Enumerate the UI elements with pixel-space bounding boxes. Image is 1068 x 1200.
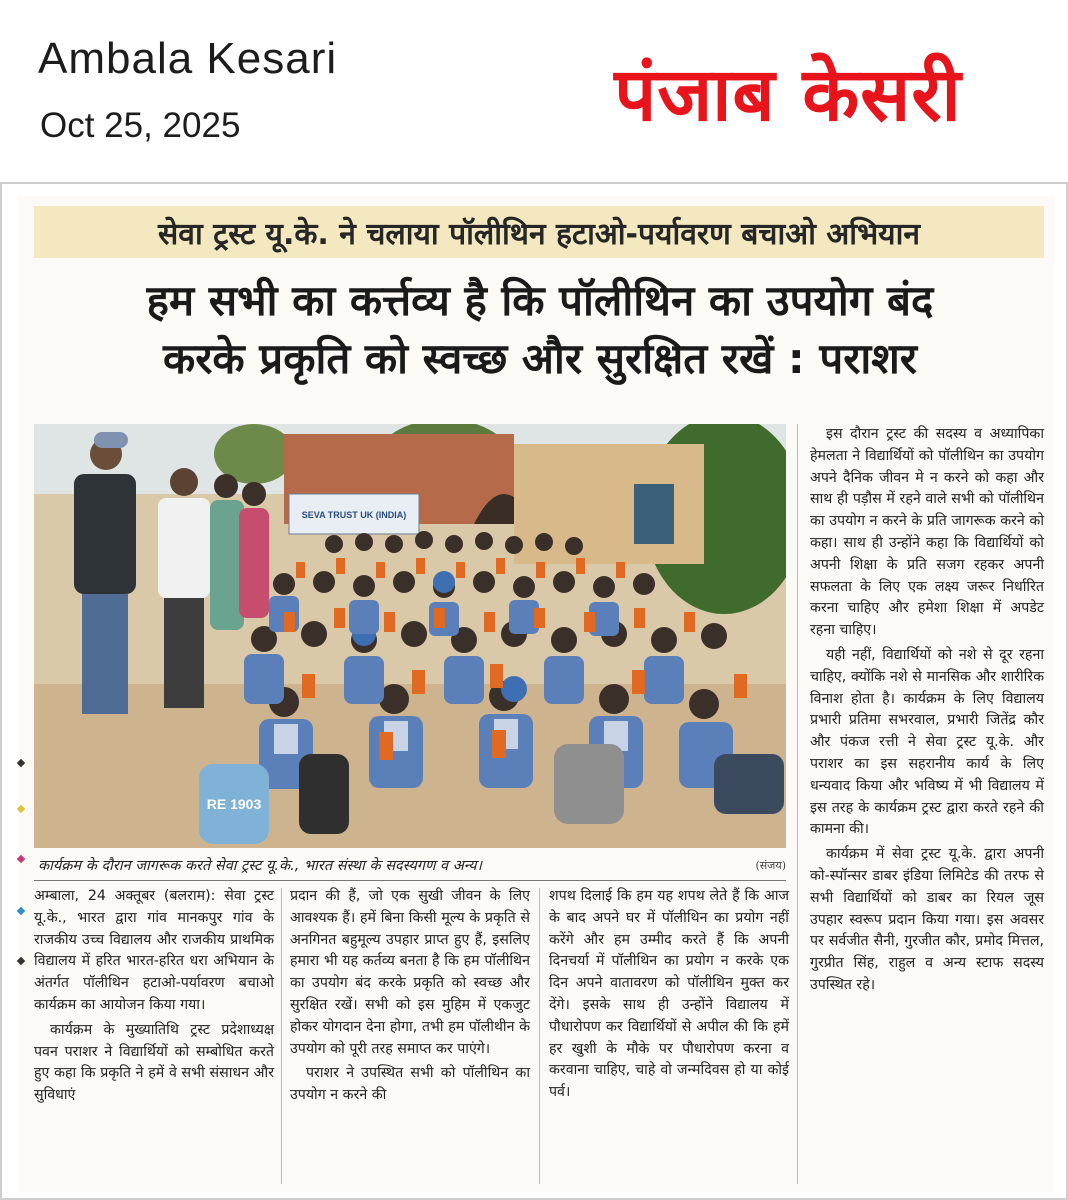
bag-text: RE 1903	[206, 796, 262, 812]
article-headline	[30, 272, 1050, 388]
column-divider	[281, 888, 282, 1184]
publication-date: Oct 25, 2025	[40, 106, 241, 145]
article-column-2	[290, 886, 530, 1110]
paragraph: प्रदान की हैं, जो एक सुखी जीवन के लिए आवश्यक हैं। हमें बिना किसी मूल्य के प्रकृति से अनगिनत बहुमूल्य उपहार प्राप्त हुए हैं, इसलिए हमारा भी यह कर्तव्य बनता है कि हम पॉलीथिन का उपयोग बंद करके प्रकृति को स्वच्छ और सुरक्षित रखें। सभी को इस मुहिम में एकजुट होकर योगदान देना होगा, तभी हम पॉलीथीन के उपयोग को पूरी तरह समाप्त कर पाएंगे।	[290, 888, 530, 1057]
banner-text: SEVA TRUST UK (INDIA)	[301, 510, 407, 520]
article-column-right	[810, 424, 1044, 1000]
clip-header	[0, 0, 1068, 184]
headline-line-1: हम सभी का कर्त्तव्य है कि पॉलीथिन का उपयोग बंद	[146, 276, 934, 325]
article-column-1	[34, 886, 274, 1110]
column-divider	[539, 888, 540, 1184]
article-kicker: सेवा ट्रस्ट यू.के. ने चलाया पॉलीथिन हटाओ-पर्यावरण बचाओ अभियान	[34, 206, 1044, 258]
paragraph: शपथ दिलाई कि हम यह शपथ लेते हैं कि आज के बाद अपने घर में पॉलीथिन का प्रयोग नहीं करेंगे और हम उम्मीद करते हैं कि अपनी दिनचर्या में पॉलीथिन का प्रयोग न करके एक दिन अपने वातावरण को पॉलीथिन मुक्त कर देंगे। इसके साथ ही उन्होंने विद्यालय में पौधारोपण कर विद्यार्थियों से अपील की कि हमें हर खुशी के मौके पर पौधारोपण करना व करवाना चाहिए, चाहे वो जन्मदिवस हो या कोई पर्व।	[549, 888, 789, 1101]
article-photo	[34, 424, 786, 848]
article-column-3	[549, 886, 789, 1107]
paragraph: यही नहीं, विद्यार्थियों को नशे से दूर रहना चाहिए, क्योंकि नशे से मानसिक और शारीरिक विनाश होता है। कार्यक्रम के लिए विद्यालय प्रभारी प्रतिमा सभरवाल, प्रभारी जितेंद्र कौर और पंकज रत्ती ने सेवा ट्रस्ट यू.के. और पराशर का इस सहरानीय कार्य के लिए धन्यवाद किया और भविष्य में भी विद्यालय में इस तरह के कार्यक्रम ट्रस्ट द्वारा करते रहने की कामना की।	[810, 646, 1044, 838]
column-divider	[797, 424, 798, 1184]
photo-caption: कार्यक्रम के दौरान जागरूक करते सेवा ट्रस्ट यू.के., भारत संस्था के सदस्यगण व अन्य।	[38, 858, 482, 874]
newspaper-masthead: पंजाब केसरी	[614, 52, 962, 138]
paragraph: इस दौरान ट्रस्ट की सदस्य व अध्यापिका हेमलता ने विद्यार्थियों को पॉलीथिन का उपयोग अपने दैनिक जीवन मे न करने को कहा और साथ ही पड़ौस में रहने वाले सभी को पॉलीथिन का उपयोग न करने के प्रति जागरूक करने को कहा। साथ ही उन्होंने कहा कि विद्यार्थियों को अपनी शिक्षा के प्रति सजग रहकर अपनी सफलता के लिए एक लक्ष्य जरूर निर्धारित करना चाहिए और हमेशा शिक्षा में अपडेट रहना चाहिए।	[810, 426, 1044, 639]
photo-illustration	[34, 424, 786, 848]
edition-name: Ambala Kesari	[38, 34, 338, 83]
paragraph: पराशर ने उपस्थित सभी को पॉलीथिन का उपयोग न करने की	[290, 1065, 530, 1104]
headline-line-2: करके प्रकृति को स्वच्छ और सुरक्षित रखें : पराशर	[163, 334, 917, 383]
paragraph-dateline: अम्बाला, 24 अक्तूबर (बलराम): सेवा ट्रस्ट यू.के., भारत द्वारा गांव मानकपुर गांव के राजकीय उच्च विद्यालय और राजकीय प्राथमिक विद्यालय में हरित भारत-हरित धरा अभियान के अंतर्गत पॉलीथिन हटाओ-पर्यावरण बचाओ कार्यक्रम का आयोजन किया गया।	[34, 888, 274, 1013]
paragraph: कार्यक्रम में सेवा ट्रस्ट यू.के. द्वारा अपनी को-स्पॉन्सर डाबर इंडिया लिमिटेड की तरफ से सभी विद्यार्थियों को डाबर का रियल जूस उपहार स्वरूप प्रदान किया गया। इस अवसर पर सर्वजीत सैनी, गुरजीत कौर, प्रमोद मित्तल, गुरप्रीत सिंह, राहुल व अन्य स्टाफ सदस्य उपस्थित रहे।	[810, 846, 1044, 993]
photo-credit: (संजय)	[755, 859, 786, 872]
caption-rule	[34, 880, 786, 881]
paragraph: कार्यक्रम के मुख्यातिथि ट्रस्ट प्रदेशाध्यक्ष पवन पराशर ने विद्यार्थियों को सम्बोधित करते हुए कहा कि प्रकृति ने हमें वे सभी संसाधन और सुविधाएं	[34, 1021, 274, 1104]
